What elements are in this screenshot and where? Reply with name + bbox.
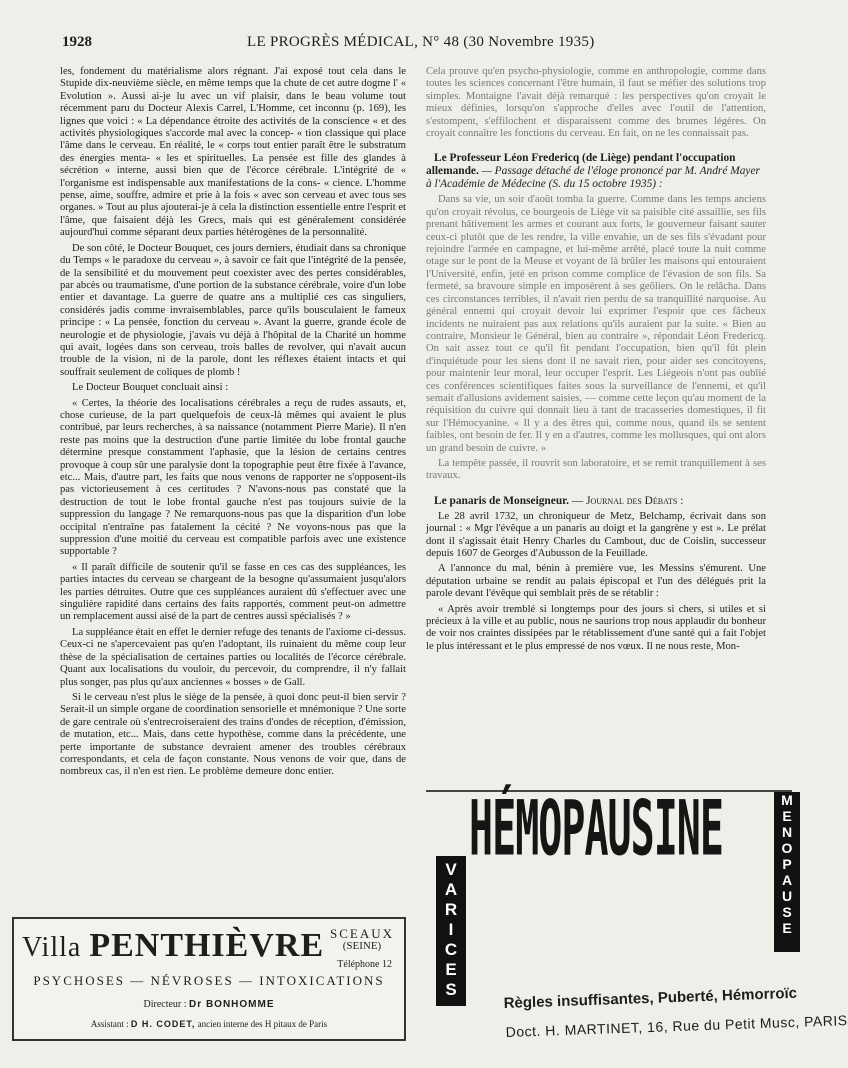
banner-letter: A (781, 872, 793, 888)
paragraph: A l'annonce du mal, bénin à première vue, les Messins s'émurent. Une députation urbaine se rendit au palais épiscopal et l'un des délégués prit la parole devant l'évêque qui semblait près de se rétablir : (426, 563, 766, 600)
page-header (62, 34, 764, 56)
banner-letter: V (445, 860, 457, 879)
banner-letter: C (444, 940, 458, 959)
villa-word: Villa (22, 932, 90, 963)
paragraph: Si le cerveau n'est plus le siège de la pensée, à quoi donc peut-il bien servir ? Serait-il un simple organe de coordination sensorielle et mnémonique ? Une sorte de gare centrale où s'entrecroiseraient des trains d'ondes de réception, d'émission, de mutation, etc... Mais, dans cette hypothèse, comme dans la précédente, une perte importante de substance devraient amener des troubles cérébraux correspondants, et cela de façon constante. Nous venons de voir que, dans de nombreux cas, il n'en est rien. Le problème demeure donc entier. (60, 691, 406, 778)
assistant-label: Assistant : (90, 1019, 131, 1029)
page-number: 1928 (62, 34, 92, 50)
section-heading (426, 152, 766, 191)
right-column (426, 66, 766, 766)
banner-letter: R (444, 900, 458, 919)
heading-source: — Journal des Débats : (571, 494, 684, 507)
assistant-name: D H. CODET, (130, 1019, 196, 1029)
paragraph: les, fondement du matérialisme alors régnant. J'ai exposé tout cela dans le Stupide dix-neuvième siècle, en même temps que la chute de cet autre dogme l' « Evolution ». Aussi ai-je lu avec un vif plaisir, dans le beau volume tout récemment paru du Docteur Alexis Carrel, L'Homme, cet inconnu (p. 169), les lignes que voici : « La dépendance étroite des activités de la conscience « et des activités physiologiques s'accorde mal avec la concep- « tion classique qui place l'âme dans le cerveau. En réalité, le « corps tout entier paraît être le substratum des énergies menta- « les et spirituelles. La pensée est fille des glandes à sécrétion « interne, aussi bien que de l'écorce cérébrale. L'intégrité de « l'organisme est indispensable aux manifestations de la cons- « cience. L'homme pense, aime, souffre, admire et prie à la fois « avec son cerveau et avec tous ses organes. » Tout au plus ajouterai-je à cela la distinction essentielle entre l'esprit et l'âme, que faisaient déjà les Grecs, mais qui est généralement considérée aujourd'hui comme séparant deux parties hétérogènes de la personnalité. (60, 66, 406, 239)
paragraph: De son côté, le Docteur Bouquet, ces jours derniers, étudiait dans sa chronique du Temps « le paradoxe du cerveau », à savoir ce fait que l'intégrité de la pensée, de la sensibilité et du mouvement peut coexister avec des pertes considérables, par abcès ou traumatisme, d'une portion de la substance cérébrale, voire d'un lobe entier et davantage. La guerre de quatre ans a multiplié ces cas singuliers, considérés jadis comme invraisemblables, parce qu'ils bousculaient le fameux principe : « La pensée, fonction du cerveau ». Avant la guerre, grande école de neurologie et de physiologie, j'avais vu déjà à l'hôpital de la Charité un homme qui avait, logées dans son cerveau, trois balles de revolver, qui n'avait aucun trouble de la vision, ni de la parole, dont les réflexes étaient intacts et qui souffrait seulement de coliques de plomb ! (60, 242, 406, 378)
paragraph: Le Docteur Bouquet concluait ainsi : (72, 382, 229, 394)
section-heading (426, 495, 766, 508)
banner-letter: M (781, 792, 793, 808)
villa-name (22, 927, 324, 965)
banner-letter: N (781, 824, 793, 840)
hemopausine-title: HÉMOPAUSINE (469, 786, 723, 874)
banner-letter: E (782, 920, 792, 936)
hemopausine-indications: Règles insuffisantes, Puberté, Hémorroïc (503, 984, 798, 1012)
left-column (60, 66, 406, 912)
banner-letter: E (782, 808, 792, 824)
villa-specialties: PSYCHOSES — NÉVROSES — INTOXICATIONS (33, 973, 385, 988)
villa-assistant (14, 1019, 404, 1029)
villa-phone: Téléphone 12 (337, 959, 392, 970)
menopause-vertical-banner (774, 792, 800, 952)
villa-town: SCEAUX (329, 926, 394, 941)
villa-department: (SEINE) (342, 940, 382, 952)
villa-penthievre-advertisement (12, 917, 406, 1041)
heading-title: Le panaris de Monseigneur. (434, 494, 570, 507)
quote-paragraph: « Certes, la théorie des localisations cérébrales a reçu de rudes assauts, et, chose curieuse, de la part quelquefois de ceux-là mêmes qui avaient le plus contribué, par leurs recherches, à sa naissance (notamment Pierre Marie). Il n'en reste pas moins que la destruction d'une partie limitée du lobe frontal gauche détermine presque constamment l'aphasie, que la lésion de certains centres provoque à coup sûr une paralysie dont la topographie peut être fixée à l'avance, etc... Mais, d'autre part, les faits que nous venons de rapporter ne s'opposent-ils pas victorieusement à ces certitudes ? N'avons-nous pas constaté que la destruction de tout le lobe frontal gauche n'est pas toujours suivie de la suppression du langage ? Ne remarquons-nous pas que la disparition d'un lobe occipital n'entraîne pas fatalement la cécité ? Ne voyons-nous pas que la suppression d'une moitié du cerveau est compatible parfois avec une existence supportable ? (60, 397, 406, 558)
quote-paragraph: « Il paraît difficile de soutenir qu'il se fasse en ces cas des suppléances, les parties intactes du cerveau se chargeant de la besogne qu'assumaient jusqu'alors les parties détruites. Outre que ces suppléances auraient dû s'effectuer avec une singulière rapidité dans certains des faits rapportés, comment peut-on admettre un remplacement aussi aisé de la part de centres aussi spécialisés ? » (60, 561, 406, 623)
villa-word-penthievre: PENTHIÈVRE (89, 927, 325, 964)
banner-letter: S (445, 980, 457, 999)
banner-letter: A (444, 880, 458, 899)
varices-vertical-banner (436, 856, 466, 1006)
villa-director (14, 999, 404, 1010)
director-name: Dr BONHOMME (189, 999, 275, 1010)
heading-title: Le Professeur Léon Fredericq (de Liège) pendant l'occupation allemande. (426, 152, 736, 178)
hemopausine-address: Doct. H. MARTINET, 16, Rue du Petit Musc, PARIS (505, 1012, 848, 1040)
villa-location (330, 927, 394, 953)
director-label: Directeur : (143, 999, 190, 1010)
banner-letter: O (781, 840, 793, 856)
banner-letter: U (781, 888, 793, 904)
paragraph: « Après avoir tremblé si longtemps pour des jours si chers, si utiles et si précieux à la ville et au public, nous ne saurions trop nous applaudir du bonheur de voir nos craintes dissipées par le rétablissement d'une santé qui a fait l'objet le plus intéressant et le plus empressé de nos vœux. Il ne nous reste, Mon- (426, 603, 766, 652)
paragraph: Dans sa vie, un soir d'août tomba la guerre. Comme dans les temps anciens qu'on croyait révolus, ce bourgeois de Liège vit sa paisible cité assaillie, ses fils prenant hâtivement les armes et courant aux forts, le gouverneur faisant sauter ceux-ci plutôt que de les rendre, la ville envahie, un de ses fils s'évadant pour rejoindre l'armée en campagne, et lui-même arrêté, placé toute la nuit comme otage sur le pont de la Meuse et voyant de là brûler les maisons qui entouraient l'Université, enfin, jeté en prison comme complice de l'évasion de son fils. Sa fermeté, sa bravoure simple en imposèrent à ses geôliers. On le relâcha. Dans ces circonstances terribles, il n'avait rien perdu de sa tranquillité narquoise. Au général ennemi qui croyait devoir lui exprimer l'espoir que ces fâcheux incidents ne nuiraient pas aux relations qu'ils auraient par la suite. « Bien au contraire, Monsieur le Général, bien au contraire », répondait Léon Fredericq. On sait assez tout ce qu'il fit pendant l'occupation, bien qu'il fût plein d'inquiétude pour les siens dont il ne savait rien, pour aider ses concitoyens, pour maintenir leur moral, leur occuper l'esprit. Les Liégeois n'ont pas oublié ces conférences scientifiques faites sous la surveillance de l'ennemi, et qu'il semait d'allusions avidement saisies, — comme cette leçon qu'au moment de la réquisition du cuivre qui donnait lieu à tant de tracasseries domestiques, il fit sur l'Hémocyanine. « Il y a des êtres qui, comme nous, quand ils se sentent faibles, ont besoin de fer. Il y en a d'autres, comme les mollusques, qui ont alors un grand besoin de cuivre. » (426, 194, 766, 454)
paragraph: Le 28 avril 1732, un chroniqueur de Metz, Belchamp, écrivait dans son journal : « Mgr l'évêque a un panaris au doigt et la gangrène y est ». Le prélat dont il s'agissait était Henry Charles du Cambout, duc de Coislin, successeur depuis 1607 de Georges d'Aubusson de la Feuillade. (426, 510, 766, 559)
banner-letter: S (782, 904, 792, 920)
heading-source: — Passage détaché de l'éloge prononcé par M. André Mayer à l'Académie de Médecine (S. du 15 octobre 1935) : (426, 165, 760, 191)
assistant-note: ancien interne des H pitaux de Paris (195, 1019, 328, 1029)
running-head: LE PROGRÈS MÉDICAL, N° 48 (30 Novembre 1935) (247, 34, 595, 50)
banner-letter: I (448, 920, 454, 939)
paragraph: La suppléance était en effet le dernier refuge des tenants de l'axiome ci-dessus. Ceux-ci ne s'apercevaient pas qu'en l'adoptant, ils ruinaient du même coup leur thèse de la spécialisation de certaines parties ou localités de l'écorce cérébrale. Quant aux localisations du vouloir, du percevoir, du comprendre, il n'y fallait plus songer, pas plus qu'aux anciennes « bosses » de Gall. (60, 626, 406, 688)
banner-letter: E (445, 960, 457, 979)
paragraph: Cela prouve qu'en psycho-physiologie, comme en anthropologie, comme dans toutes les sciences concernant l'être humain, il faut se méfier des solutions trop simples. Montaigne l'avait déjà remarqué : les perspectives qu'on croyait le mieux définies, lorsqu'on s'approche d'elles avec l'outil de l'attention, s'estompent, s'effilochent et disparaissent comme des brumes légères. On croyait connaître les fonctions du cerveau. En fait, on ne les connaissait pas. (426, 66, 766, 140)
paragraph: La tempête passée, il rouvrit son laboratoire, et se remit tranquillement à ses travaux. (426, 457, 766, 482)
banner-letter: P (782, 856, 792, 872)
